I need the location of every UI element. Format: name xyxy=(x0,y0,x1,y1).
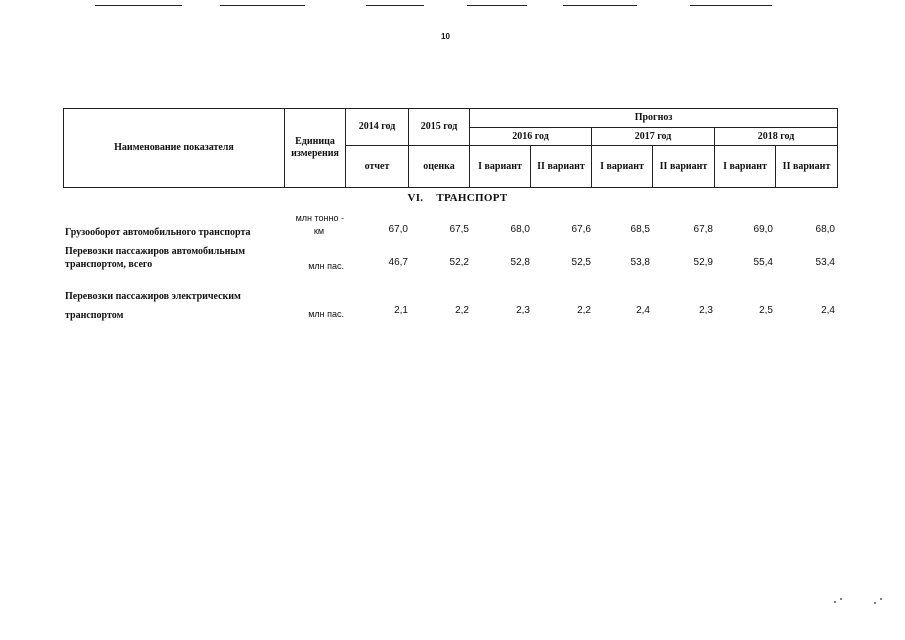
scan-speck xyxy=(840,598,842,600)
header-2014: 2014 год xyxy=(346,109,409,146)
row-name-line2: транспортом, всего xyxy=(65,259,153,270)
top-rule-2 xyxy=(220,5,305,6)
value-2018-v1: 55,4 xyxy=(753,257,773,268)
header-2018-v1: I вариант xyxy=(715,146,776,188)
row-name-line2: транспортом xyxy=(65,310,124,321)
header-2015: 2015 год xyxy=(409,109,470,146)
value-2014: 67,0 xyxy=(388,224,408,235)
value-2017-v1: 53,8 xyxy=(630,257,650,268)
section-heading xyxy=(0,192,905,204)
row-unit xyxy=(284,212,344,238)
header-unit-line1: Единица xyxy=(295,136,335,147)
header-unit xyxy=(285,109,346,188)
header-name: Наименование показателя xyxy=(64,109,285,188)
header-report: отчет xyxy=(346,146,409,188)
header-estimate: оценка xyxy=(409,146,470,188)
page-number: 10 xyxy=(441,32,450,41)
row-name-line1: Перевозки пассажиров электрическим xyxy=(65,291,241,302)
top-rule-6 xyxy=(690,5,772,6)
row-name xyxy=(65,245,290,271)
value-2016-v2: 67,6 xyxy=(571,224,591,235)
value-2014: 2,1 xyxy=(394,305,408,316)
value-2016-v2: 2,2 xyxy=(577,305,591,316)
row-unit-line2: км xyxy=(313,226,324,236)
table-header xyxy=(63,108,838,188)
value-2016-v1: 2,3 xyxy=(516,305,530,316)
table-row xyxy=(0,290,905,320)
value-2016-v1: 52,8 xyxy=(510,257,530,268)
header-unit-line2: измерения xyxy=(291,148,339,159)
header-2016: 2016 год xyxy=(470,128,592,146)
value-2014: 46,7 xyxy=(388,257,408,268)
top-rule-3 xyxy=(366,5,424,6)
row-name xyxy=(65,290,290,322)
table-row xyxy=(0,245,905,275)
header-2016-v2: II вариант xyxy=(531,146,592,188)
scan-speck xyxy=(880,598,882,600)
value-2018-v2: 53,4 xyxy=(815,257,835,268)
value-2016-v1: 68,0 xyxy=(510,224,530,235)
header-2016-v1: I вариант xyxy=(470,146,531,188)
value-2017-v2: 67,8 xyxy=(693,224,713,235)
value-2015: 52,2 xyxy=(449,257,469,268)
row-name-line1: Перевозки пассажиров автомобильным xyxy=(65,246,246,257)
table-row xyxy=(0,212,905,242)
value-2018-v1: 2,5 xyxy=(759,305,773,316)
value-2018-v2: 68,0 xyxy=(815,224,835,235)
row-name: Грузооборот автомобильного транспорта xyxy=(65,227,251,238)
top-rule-5 xyxy=(563,5,637,6)
value-2015: 2,2 xyxy=(455,305,469,316)
header-2017-v1: I вариант xyxy=(592,146,653,188)
header-2018-v2: II вариант xyxy=(776,146,838,188)
scan-speck xyxy=(874,602,876,604)
value-2016-v2: 52,5 xyxy=(571,257,591,268)
section-numeral: VI. xyxy=(407,192,424,204)
header-forecast: Прогноз xyxy=(470,109,838,128)
section-title: ТРАНСПОРТ xyxy=(436,192,508,204)
value-2015: 67,5 xyxy=(449,224,469,235)
top-rule-4 xyxy=(467,5,527,6)
scan-speck xyxy=(834,601,836,603)
value-2018-v2: 2,4 xyxy=(821,305,835,316)
value-2017-v2: 52,9 xyxy=(693,257,713,268)
row-unit: млн пас. xyxy=(308,261,344,271)
value-2017-v1: 68,5 xyxy=(630,224,650,235)
top-rule-1 xyxy=(95,5,182,6)
header-2017-v2: II вариант xyxy=(653,146,715,188)
value-2018-v1: 69,0 xyxy=(753,224,773,235)
header-2018: 2018 год xyxy=(715,128,838,146)
row-unit: млн пас. xyxy=(308,309,344,319)
value-2017-v2: 2,3 xyxy=(699,305,713,316)
header-2017: 2017 год xyxy=(592,128,715,146)
value-2017-v1: 2,4 xyxy=(636,305,650,316)
row-unit-line1: млн тонно - xyxy=(295,213,344,223)
